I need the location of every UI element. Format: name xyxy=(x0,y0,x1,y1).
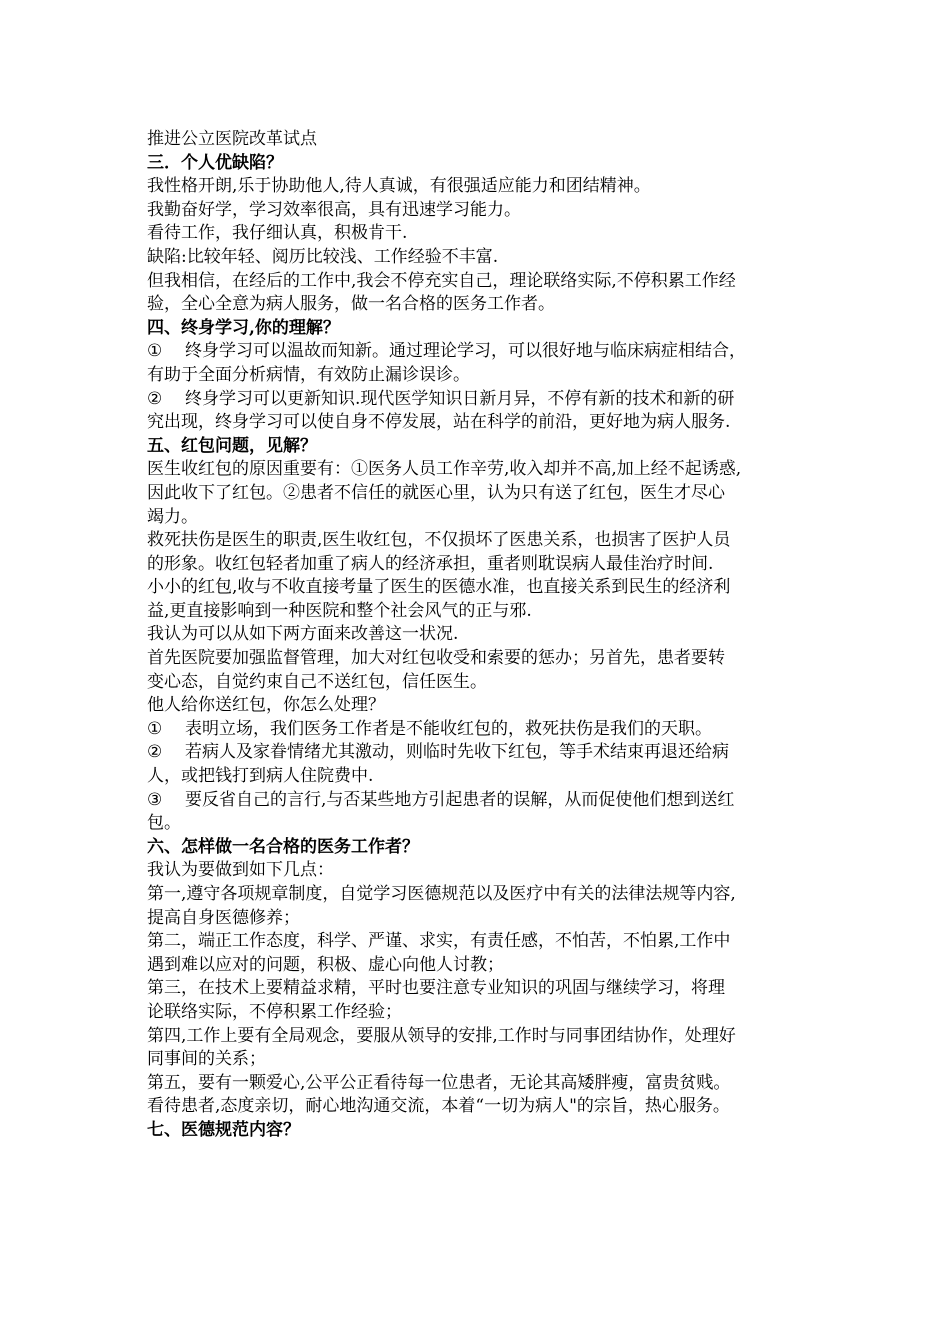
text-line xyxy=(147,671,827,695)
numbered-item-line xyxy=(147,718,827,742)
line-text: 他人给你送红包，你怎么处理？ xyxy=(147,695,385,716)
line-text: 有助于全面分析病情，有效防止漏诊误诊。 xyxy=(147,364,470,385)
line-text: 缺陷:比较年轻、阅历比较浅、工作经验不丰富. xyxy=(147,246,499,267)
line-text: 小小的红包,收与不收直接考量了医生的医德水准，也直接关系到民生的经济利 xyxy=(147,577,731,598)
section-heading xyxy=(147,1119,827,1143)
line-text: 人，或把钱打到病人住院费中. xyxy=(147,766,374,787)
line-text: 益,更直接影响到一种医院和整个社会风气的正与邪. xyxy=(147,600,532,621)
line-text: 第四,工作上要有全局观念，要服从领导的安排,工作时与同事团结协作，处理好 xyxy=(147,1025,736,1046)
line-text: 医生收红包的原因重要有：①医务人员工作辛劳,收入却并不高,加上经不起诱惑, xyxy=(147,459,742,480)
text-line xyxy=(147,270,827,294)
line-text: 救死扶伤是医生的职责,医生收红包，不仅损坏了医患关系，也损害了医护人员 xyxy=(147,530,731,551)
text-line xyxy=(147,812,827,836)
numbered-item-line xyxy=(147,789,827,813)
line-text: 因此收下了红包。②患者不信任的就医心里，认为只有送了红包，医生才尽心 xyxy=(147,482,725,503)
text-line xyxy=(147,647,827,671)
item-number: ③ xyxy=(147,789,163,810)
section-heading xyxy=(147,435,827,459)
text-line xyxy=(147,623,827,647)
text-line xyxy=(147,765,827,789)
line-text: 第二，端正工作态度，科学、严谨、求实，有责任感，不怕苦，不怕累,工作中 xyxy=(147,931,731,952)
section-heading xyxy=(147,836,827,860)
line-text: 遇到难以应对的问题，积极、虚心向他人讨教； xyxy=(147,954,504,975)
text-line xyxy=(147,907,827,931)
text-line xyxy=(147,553,827,577)
line-text: 第一,遵守各项规章制度，自觉学习医德规范以及医疗中有关的法律法规等内容, xyxy=(147,884,736,904)
line-text: 变心态，自觉约束自己不送红包，信任医生。 xyxy=(147,671,487,692)
line-text: 终身学习可以更新知识.现代医学知识日新月异，不停有新的技术和新的研 xyxy=(185,388,735,409)
line-text: 究出现，终身学习可以使自身不停发展，站在科学的前沿，更好地为病人服务. xyxy=(147,412,731,433)
line-text: 看待患者,态度亲切，耐心地沟通交流，本着“一切为病人"的宗旨，热心服务。 xyxy=(147,1096,730,1117)
line-text: 我认为要做到如下几点： xyxy=(147,860,334,881)
text-line xyxy=(147,293,827,317)
line-text: 第三，在技术上要精益求精，平时也要注意专业知识的巩固与继续学习，将理 xyxy=(147,978,725,999)
text-line xyxy=(147,411,827,435)
text-line xyxy=(147,128,827,152)
line-text: 我认为可以从如下两方面来改善这一状况. xyxy=(147,624,459,645)
line-text: 同事间的关系； xyxy=(147,1049,266,1070)
line-text: 四、终身学习,你的理解？ xyxy=(147,317,340,338)
line-text: 五、红包问题，见解？ xyxy=(147,435,317,456)
item-number: ① xyxy=(147,718,163,739)
item-number: ① xyxy=(147,341,163,362)
text-line xyxy=(147,600,827,624)
section-heading xyxy=(147,317,827,341)
text-line xyxy=(147,482,827,506)
document-page xyxy=(147,128,827,1143)
section-heading xyxy=(147,152,827,176)
line-text: 提高自身医德修养； xyxy=(147,907,300,928)
line-text: 推进公立医院改革试点 xyxy=(147,129,317,149)
text-line xyxy=(147,1095,827,1119)
text-line xyxy=(147,883,827,907)
line-text: 看待工作，我仔细认真，积极肯干. xyxy=(147,223,408,244)
line-text: 第五，要有一颗爱心,公平公正看待每一位患者，无论其高矮胖瘦，富贵贫贱。 xyxy=(147,1072,731,1093)
line-text: 我勤奋好学，学习效率很高，具有迅速学习能力。 xyxy=(147,199,521,220)
item-number: ② xyxy=(147,742,163,763)
line-text: 六、怎样做一名合格的医务工作者？ xyxy=(147,836,419,857)
text-line xyxy=(147,199,827,223)
line-text: 的形象。收红包轻者加重了病人的经济承担，重者则耽误病人最佳治疗时间. xyxy=(147,553,714,574)
line-text: 表明立场，我们医务工作者是不能收红包的，救死扶伤是我们的天职。 xyxy=(185,718,712,739)
line-text: 验，全心全意为病人服务，做一名合格的医务工作者。 xyxy=(147,294,555,315)
text-line xyxy=(147,175,827,199)
text-line xyxy=(147,576,827,600)
text-line xyxy=(147,246,827,270)
text-line xyxy=(147,859,827,883)
line-text: 包。 xyxy=(147,813,181,834)
line-text: 七、医德规范内容？ xyxy=(147,1119,300,1140)
line-text: 要反省自己的言行,与否某些地方引起患者的误解，从而促使他们想到送红 xyxy=(185,789,735,810)
numbered-item-line xyxy=(147,741,827,765)
text-line xyxy=(147,930,827,954)
line-text: 竭力。 xyxy=(147,506,198,527)
text-line xyxy=(147,977,827,1001)
text-line xyxy=(147,694,827,718)
text-line xyxy=(147,506,827,530)
text-line xyxy=(147,1072,827,1096)
line-text: 我性格开朗,乐于协助他人,待人真诚，有很强适应能力和团结精神。 xyxy=(147,176,651,197)
text-line xyxy=(147,1048,827,1072)
line-text: 首先医院要加强监督管理，加大对红包收受和索要的惩办；另首先，患者要转 xyxy=(147,648,725,669)
text-line xyxy=(147,1001,827,1025)
item-number: ② xyxy=(147,388,163,409)
text-line xyxy=(147,954,827,978)
text-line xyxy=(147,1025,827,1049)
text-line xyxy=(147,529,827,553)
text-line xyxy=(147,458,827,482)
line-text: 三．个人优缺陷？ xyxy=(147,152,283,173)
text-line xyxy=(147,364,827,388)
line-text: 论联络实际，不停积累工作经验； xyxy=(147,1001,402,1022)
numbered-item-line xyxy=(147,340,827,364)
line-text: 终身学习可以温故而知新。通过理论学习，可以很好地与临床病症相结合， xyxy=(185,341,746,362)
text-line xyxy=(147,222,827,246)
line-text: 若病人及家眷情绪尤其激动，则临时先收下红包，等手术结束再退还给病 xyxy=(185,742,729,763)
numbered-item-line xyxy=(147,388,827,412)
line-text: 但我相信，在经后的工作中,我会不停充实自己，理论联络实际,不停积累工作经 xyxy=(147,270,736,291)
